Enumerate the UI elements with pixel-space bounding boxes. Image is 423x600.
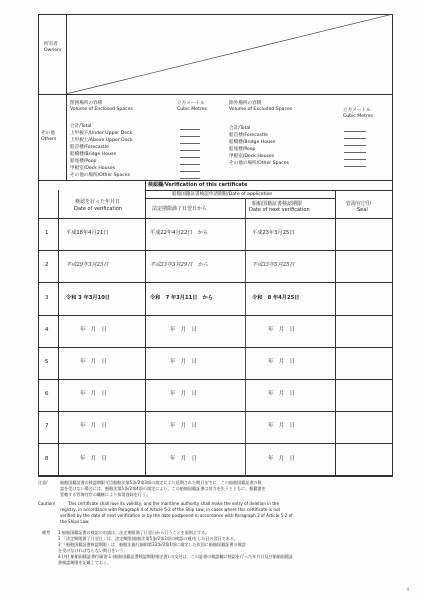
row-next-verification: 年 月 日 bbox=[268, 423, 295, 430]
row-period-start: 年 月 日 bbox=[170, 423, 197, 430]
row-number: 8 bbox=[45, 455, 49, 462]
excluded-value-blank bbox=[344, 159, 366, 160]
enclosed-item: 船尾楼/Poop bbox=[70, 159, 97, 164]
enclosed-value-blank bbox=[180, 171, 200, 172]
remark-line: 3 「船舶国籍証書検認期限」は、船舶法施行細則第33条/2第1項に規定した次回に船舶国籍証書の検認 bbox=[58, 542, 246, 547]
row-verification-date: 年 月 日 bbox=[80, 455, 107, 462]
row-verification-date: 平成18年4月21日 bbox=[66, 230, 109, 237]
enclosed-title-en: Volume of Enclosed Spaces bbox=[70, 107, 133, 112]
remarks-label: 備考 bbox=[42, 530, 51, 535]
row-period-start: 年 月 日 bbox=[170, 391, 197, 398]
row-period-start: 平成22年4月22日 から bbox=[150, 230, 209, 237]
excluded-value-blank bbox=[344, 145, 366, 146]
col-seal-jp: 管海官庁印 bbox=[346, 201, 372, 207]
enclosed-item: 上甲板上/Above Upper Deck bbox=[70, 138, 133, 143]
enclosed-title: 閉囲場所の容積 bbox=[70, 101, 103, 106]
excluded-value-blank bbox=[344, 138, 366, 139]
others-label-en: Others bbox=[41, 137, 57, 142]
notes-jp-label: 注意/ bbox=[38, 480, 48, 485]
row-period-start: 年 月 日 bbox=[170, 326, 197, 333]
verification-title-rule bbox=[145, 190, 393, 191]
col-date-en: Date of verification bbox=[74, 206, 122, 212]
row-border bbox=[38, 315, 393, 316]
row-border bbox=[38, 218, 393, 219]
row-number: 7 bbox=[45, 423, 49, 430]
row-verification-date: 令和 3 年3月10日 bbox=[66, 294, 110, 301]
row-border bbox=[38, 250, 393, 251]
enclosed-value-blank bbox=[180, 136, 200, 137]
row-border bbox=[38, 443, 393, 444]
row-next-verification: 令和 8 年4月25日 bbox=[252, 294, 300, 301]
row-number: 2 bbox=[45, 262, 49, 269]
excluded-value-blank bbox=[344, 166, 366, 167]
notes-jp-line-1: 船舶国籍証書の検認期限又は船舶法第5条/2第3項の規定により延期された期日までに、この船舶国籍証書の検 bbox=[60, 480, 262, 485]
col-line-period bbox=[245, 198, 246, 476]
col-line-no bbox=[58, 190, 59, 476]
enclosed-item: 上甲板下/Under Upper Deck bbox=[70, 131, 133, 136]
row-border bbox=[38, 411, 393, 412]
notes-en-line-1: This certificate shall lose its validity, and the maritime authority shall make the entry of deletion in the bbox=[68, 501, 280, 506]
excluded-item: その他の場所/Other Spaces bbox=[229, 161, 290, 166]
row-border bbox=[38, 282, 393, 283]
enclosed-value-blank bbox=[180, 143, 200, 144]
row-next-verification: 年 月 日 bbox=[268, 326, 295, 333]
excluded-item: 甲板室/Deck Houses bbox=[229, 154, 275, 159]
row-number: 3 bbox=[45, 294, 49, 301]
excluded-value-blank bbox=[344, 131, 366, 132]
row-next-verification: 年 月 日 bbox=[268, 358, 295, 365]
excluded-item: 船尾楼/Poop bbox=[229, 147, 256, 152]
others-bottom-border bbox=[38, 180, 393, 181]
row-verification-date: 年 月 日 bbox=[80, 358, 107, 365]
col-next-en: Date of next verification bbox=[249, 207, 310, 213]
col-next-jp: 船舶国籍証書検認期限 bbox=[252, 201, 303, 207]
remark-line: 書検認期限を記載しておく。 bbox=[58, 560, 112, 565]
owners-label-en: Owners bbox=[44, 48, 62, 53]
notes-en-line-4: the Ships Law. bbox=[60, 519, 90, 524]
row-period-start: 年 月 日 bbox=[170, 358, 197, 365]
enclosed-item: 甲板室/Deck Houses bbox=[70, 166, 116, 171]
excluded-title-en: Volume of Excluded Spaces bbox=[229, 107, 293, 112]
col-date-jp: 検認を行った年月日 bbox=[75, 199, 121, 205]
enclosed-unit-en: Cubic Metres bbox=[177, 107, 207, 112]
notes-en-label: Caution/ bbox=[38, 501, 56, 506]
enclosed-value-blank bbox=[180, 178, 200, 179]
row-verification-date: 年 月 日 bbox=[80, 391, 107, 398]
owners-strike-line bbox=[66, 14, 393, 94]
row-number: 1 bbox=[45, 230, 49, 237]
row-period-start: 年 月 日 bbox=[170, 455, 197, 462]
enclosed-item: 合計/Total bbox=[70, 124, 92, 129]
row-number: 5 bbox=[45, 358, 49, 365]
extension-title-rule bbox=[145, 198, 335, 199]
enclosed-item: その他の場所/Other Spaces bbox=[70, 173, 131, 178]
row-next-verification: 年 月 日 bbox=[268, 391, 295, 398]
remark-line: 1 船舶国籍証書の検認の申請は、法定期限満了日翌日から行うことを原則とする。 bbox=[58, 530, 210, 535]
notes-jp-line-2: 認を受けない場合には、船舶法第5条/2第4項の規定により、この船舶国籍証書は効力を失うとともに、船籍港を bbox=[60, 486, 266, 491]
row-verification-date: 年 月 日 bbox=[80, 423, 107, 430]
row-next-verification: 年 月 日 bbox=[268, 455, 295, 462]
page-number: 4 bbox=[406, 587, 409, 592]
enclosed-item: 船首楼/Forecastle bbox=[70, 145, 109, 150]
row-verification-date: 年 月 日 bbox=[80, 326, 107, 333]
owners-label-jp: 所有者 bbox=[44, 42, 58, 47]
row-border bbox=[38, 379, 393, 380]
excluded-item: 船橋楼/Bridge House bbox=[229, 140, 276, 145]
enclosed-unit-jp: 立方メートル bbox=[177, 101, 205, 106]
row-border bbox=[38, 347, 393, 348]
row-verification-date: 平成29年3月23日 bbox=[66, 262, 109, 269]
row-number: 6 bbox=[45, 391, 49, 398]
owners-bottom-border bbox=[38, 94, 393, 95]
excluded-unit-en: Cubic Metres bbox=[343, 114, 373, 119]
col-seal-en: Seal bbox=[357, 207, 368, 213]
row-next-verification: 平成33年5月25日 bbox=[252, 262, 295, 269]
notes-jp-line-3: 管轄する管海官庁の職権により抹消登録を行う。 bbox=[60, 492, 151, 497]
col-line-next bbox=[335, 190, 336, 476]
excluded-item: 船首楼/Forecastle bbox=[229, 133, 268, 138]
row-next-verification: 平成23年3月25日 bbox=[252, 230, 295, 237]
row-period-start: 令和 7 年3月11日 から bbox=[150, 294, 213, 301]
excluded-value-blank bbox=[344, 152, 366, 153]
notes-en-line-2: registry, in accordance with Paragraph 4 of Article 5-2 of the Ship Law, in cases where this certificate is not bbox=[60, 507, 281, 512]
enclosed-value-blank bbox=[180, 150, 200, 151]
row-number: 4 bbox=[45, 326, 49, 333]
others-divider bbox=[66, 94, 67, 180]
enclosed-value-blank bbox=[180, 129, 200, 130]
col-line-date bbox=[145, 180, 146, 476]
verification-title: 検認欄/Verification of this certificate bbox=[148, 182, 248, 188]
notes-en-line-3: verified by the date of next verification or by the date postponed in accordance with Paragraph 3 of Article 5-2 of bbox=[60, 513, 293, 518]
enclosed-value-blank bbox=[180, 164, 200, 165]
enclosed-item: 船橋楼/Bridge House bbox=[70, 152, 117, 157]
remark-line: 4 (外) 船舶国籍証書付属書 1 (船舶国籍証書検認期限指定書) の交付は、この証書の検認欄に検認を行った年月日及び船舶国籍証 bbox=[58, 554, 294, 559]
enclosed-value-blank bbox=[180, 157, 200, 158]
col-period-jp: 法定期限満了日翌日から bbox=[152, 206, 208, 212]
excluded-item: 合計/Total bbox=[229, 126, 251, 131]
remark-line: を受けなければならない期日をいう。 bbox=[58, 548, 128, 553]
excluded-title: 除外場所の容積 bbox=[229, 101, 262, 106]
extension-title: 船舶国籍証書検認申請期限/Date of application bbox=[172, 192, 273, 197]
excluded-unit-jp: 立方メートル bbox=[343, 108, 371, 113]
row-border bbox=[38, 476, 393, 477]
row-period-start: 平成33年3月29日 から bbox=[150, 262, 209, 269]
remark-line: 2 「法定期限満了日翌日」は、法定期限(船舶法第5条/2第2項の検認の週)をした日の翌日である。 bbox=[58, 536, 239, 541]
others-label-jp: その他 bbox=[41, 131, 55, 136]
